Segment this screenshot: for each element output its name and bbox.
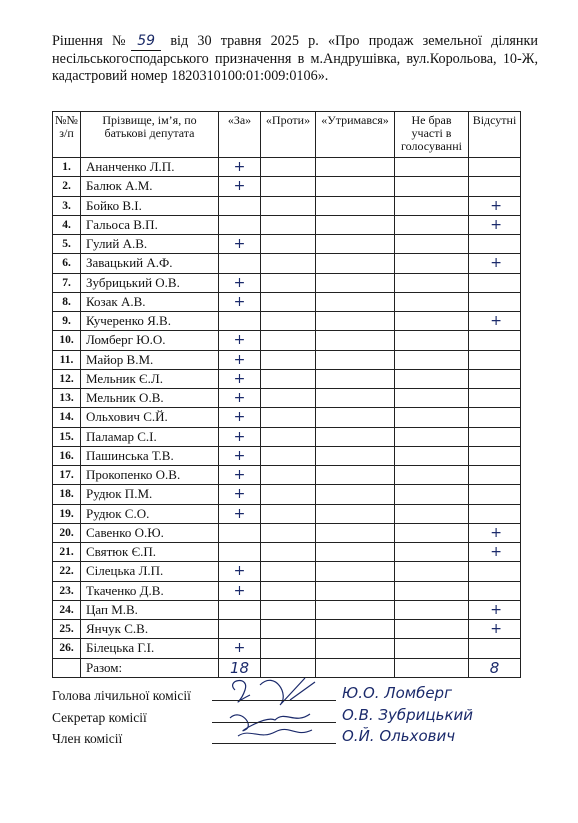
vote-against-cell	[261, 639, 316, 658]
vote-against-cell	[261, 312, 316, 331]
not-voted-cell	[395, 235, 469, 254]
chair-signature-line	[212, 700, 336, 701]
table-row	[53, 504, 521, 523]
vote-for-mark: +	[219, 235, 261, 254]
vote-abstain-cell	[316, 389, 395, 408]
vote-for-mark: +	[219, 273, 261, 292]
absent-mark	[469, 639, 521, 658]
not-voted-cell	[395, 177, 469, 196]
absent-mark	[469, 389, 521, 408]
vote-abstain-cell	[316, 466, 395, 485]
row-number: 4.	[53, 215, 81, 234]
decision-prefix: Рішення №	[52, 33, 132, 49]
deputy-name: Мельник О.В.	[81, 389, 219, 408]
vote-against-cell	[261, 620, 316, 639]
absent-mark	[469, 581, 521, 600]
absent-mark	[469, 562, 521, 581]
vote-abstain-cell	[316, 408, 395, 427]
col-num-header: №№ з/п	[53, 112, 81, 158]
deputy-name: Рудюк П.М.	[81, 485, 219, 504]
vote-against-cell	[261, 177, 316, 196]
vote-abstain-cell	[316, 504, 395, 523]
table-row	[53, 389, 521, 408]
vote-for-mark: +	[219, 177, 261, 196]
vote-against-cell	[261, 331, 316, 350]
row-number: 12.	[53, 369, 81, 388]
table-row	[53, 562, 521, 581]
deputy-name: Савенко О.Ю.	[81, 523, 219, 542]
absent-mark: +	[469, 543, 521, 562]
absent-mark	[469, 177, 521, 196]
absent-mark	[469, 331, 521, 350]
not-voted-cell	[395, 466, 469, 485]
col-not-voted-header: Не брав участі в голосуванні	[395, 112, 469, 158]
deputy-name: Паламар С.І.	[81, 427, 219, 446]
total-for: 18	[219, 658, 261, 677]
vote-for-mark: +	[219, 485, 261, 504]
vote-for-mark: +	[219, 581, 261, 600]
vote-abstain-cell	[316, 331, 395, 350]
absent-mark: +	[469, 215, 521, 234]
total-label: Разом:	[81, 658, 219, 677]
vote-for-mark: +	[219, 331, 261, 350]
not-voted-cell	[395, 408, 469, 427]
vote-for-mark	[219, 620, 261, 639]
not-voted-cell	[395, 620, 469, 639]
vote-abstain-cell	[316, 235, 395, 254]
table-row	[53, 312, 521, 331]
vote-for-mark	[219, 543, 261, 562]
vote-abstain-cell	[316, 600, 395, 619]
vote-abstain-cell	[316, 639, 395, 658]
deputy-name: Білецька Г.І.	[81, 639, 219, 658]
absent-mark	[469, 158, 521, 177]
signature-scribbles	[220, 670, 330, 740]
not-voted-cell	[395, 331, 469, 350]
absent-mark: +	[469, 523, 521, 542]
deputy-name: Балюк А.М.	[81, 177, 219, 196]
vote-for-mark	[219, 312, 261, 331]
vote-for-mark: +	[219, 292, 261, 311]
vote-against-cell	[261, 215, 316, 234]
vote-for-mark: +	[219, 350, 261, 369]
row-number: 14.	[53, 408, 81, 427]
col-absent-header: Відсутні	[469, 112, 521, 158]
table-row	[53, 466, 521, 485]
col-abstain-header: «Утримався»	[316, 112, 395, 158]
vote-abstain-cell	[316, 523, 395, 542]
absent-mark	[469, 369, 521, 388]
not-voted-cell	[395, 292, 469, 311]
row-number: 25.	[53, 620, 81, 639]
vote-abstain-cell	[316, 446, 395, 465]
deputy-name: Сілецька Л.П.	[81, 562, 219, 581]
vote-against-cell	[261, 196, 316, 215]
absent-mark	[469, 350, 521, 369]
vote-against-cell	[261, 292, 316, 311]
deputy-name: Ткаченко Д.В.	[81, 581, 219, 600]
table-row	[53, 254, 521, 273]
row-number: 1.	[53, 158, 81, 177]
vote-for-mark: +	[219, 466, 261, 485]
absent-mark	[469, 273, 521, 292]
vote-against-cell	[261, 600, 316, 619]
table-row	[53, 369, 521, 388]
table-row	[53, 446, 521, 465]
vote-for-mark: +	[219, 562, 261, 581]
secretary-name: О.В. Зубрицький	[342, 706, 474, 724]
deputy-name: Кучеренко Я.В.	[81, 312, 219, 331]
absent-mark: +	[469, 620, 521, 639]
table-row	[53, 331, 521, 350]
row-number: 7.	[53, 273, 81, 292]
vote-against-cell	[261, 427, 316, 446]
member-signature-line	[212, 743, 336, 744]
row-number: 26.	[53, 639, 81, 658]
row-number: 16.	[53, 446, 81, 465]
deputy-name: Ломберг Ю.О.	[81, 331, 219, 350]
vote-against-cell	[261, 235, 316, 254]
row-number: 17.	[53, 466, 81, 485]
vote-against-cell	[261, 369, 316, 388]
chair-role: Голова лічильної комісії	[52, 688, 191, 703]
absent-mark	[469, 427, 521, 446]
table-row	[53, 523, 521, 542]
vote-abstain-cell	[316, 254, 395, 273]
not-voted-cell	[395, 389, 469, 408]
not-voted-cell	[395, 543, 469, 562]
table-row	[53, 273, 521, 292]
vote-abstain-cell	[316, 196, 395, 215]
vote-against-cell	[261, 389, 316, 408]
col-against-header: «Проти»	[261, 112, 316, 158]
row-number: 20.	[53, 523, 81, 542]
deputy-name: Зубрицький О.В.	[81, 273, 219, 292]
decision-title: від 30 травня 2025 р. «Про продаж земельної ділянки несільськогосподарського призначення в м.Андрушівка, вул.Корольова, 10-Ж, кадастровий номер 1820310100:01:009:0106».	[52, 33, 538, 84]
vote-for-mark: +	[219, 446, 261, 465]
deputy-name: Козак А.В.	[81, 292, 219, 311]
vote-abstain-cell	[316, 427, 395, 446]
table-row	[53, 215, 521, 234]
vote-abstain-cell	[316, 620, 395, 639]
not-voted-cell	[395, 581, 469, 600]
row-number: 5.	[53, 235, 81, 254]
decision-header	[52, 33, 538, 85]
vote-against-cell	[261, 158, 316, 177]
col-name-header: Прізвище, ім’я, по батькові депутата	[81, 112, 219, 158]
vote-against-cell	[261, 350, 316, 369]
deputy-name: Завацький А.Ф.	[81, 254, 219, 273]
not-voted-cell	[395, 254, 469, 273]
decision-number: 59	[131, 33, 161, 51]
vote-for-mark: +	[219, 369, 261, 388]
vote-against-cell	[261, 466, 316, 485]
deputy-name: Ананченко Л.П.	[81, 158, 219, 177]
absent-mark	[469, 504, 521, 523]
row-number: 18.	[53, 485, 81, 504]
row-number: 24.	[53, 600, 81, 619]
table-row	[53, 427, 521, 446]
table-row	[53, 235, 521, 254]
table-row	[53, 485, 521, 504]
not-voted-cell	[395, 196, 469, 215]
vote-for-mark: +	[219, 504, 261, 523]
row-number: 9.	[53, 312, 81, 331]
vote-for-mark	[219, 215, 261, 234]
not-voted-cell	[395, 312, 469, 331]
vote-for-mark	[219, 254, 261, 273]
deputy-name: Мельник Є.Л.	[81, 369, 219, 388]
vote-for-mark: +	[219, 389, 261, 408]
row-number: 23.	[53, 581, 81, 600]
not-voted-cell	[395, 158, 469, 177]
voting-table	[52, 111, 521, 678]
absent-mark: +	[469, 312, 521, 331]
not-voted-cell	[395, 562, 469, 581]
vote-for-mark: +	[219, 639, 261, 658]
vote-abstain-cell	[316, 562, 395, 581]
member-role: Член комісії	[52, 731, 123, 746]
table-row	[53, 158, 521, 177]
table-row	[53, 600, 521, 619]
absent-mark	[469, 235, 521, 254]
row-number: 11.	[53, 350, 81, 369]
secretary-signature-line	[212, 722, 336, 723]
vote-against-cell	[261, 254, 316, 273]
deputy-name: Святюк Є.П.	[81, 543, 219, 562]
absent-mark	[469, 446, 521, 465]
secretary-role: Секретар комісії	[52, 710, 147, 725]
vote-abstain-cell	[316, 177, 395, 196]
vote-abstain-cell	[316, 543, 395, 562]
row-number: 15.	[53, 427, 81, 446]
vote-against-cell	[261, 446, 316, 465]
vote-for-mark	[219, 523, 261, 542]
deputy-name: Янчук С.В.	[81, 620, 219, 639]
vote-for-mark: +	[219, 158, 261, 177]
row-number: 13.	[53, 389, 81, 408]
row-number: 3.	[53, 196, 81, 215]
member-name: О.Й. Ольхович	[342, 727, 456, 745]
absent-mark: +	[469, 254, 521, 273]
deputy-name: Майор В.М.	[81, 350, 219, 369]
deputy-name: Рудюк С.О.	[81, 504, 219, 523]
chair-name: Ю.О. Ломберг	[342, 684, 452, 702]
table-row	[53, 292, 521, 311]
vote-for-mark	[219, 600, 261, 619]
deputy-name: Гальоса В.П.	[81, 215, 219, 234]
not-voted-cell	[395, 350, 469, 369]
table-row	[53, 408, 521, 427]
vote-abstain-cell	[316, 158, 395, 177]
absent-mark: +	[469, 600, 521, 619]
table-row	[53, 639, 521, 658]
not-voted-cell	[395, 504, 469, 523]
not-voted-cell	[395, 485, 469, 504]
row-number: 2.	[53, 177, 81, 196]
not-voted-cell	[395, 600, 469, 619]
not-voted-cell	[395, 523, 469, 542]
vote-abstain-cell	[316, 369, 395, 388]
vote-abstain-cell	[316, 292, 395, 311]
vote-for-mark: +	[219, 408, 261, 427]
vote-against-cell	[261, 543, 316, 562]
total-absent: 8	[469, 658, 521, 677]
deputy-name: Ольхович С.Й.	[81, 408, 219, 427]
deputy-name: Пашинська Т.В.	[81, 446, 219, 465]
vote-against-cell	[261, 562, 316, 581]
vote-abstain-cell	[316, 581, 395, 600]
table-row	[53, 581, 521, 600]
col-for-header: «За»	[219, 112, 261, 158]
table-row	[53, 620, 521, 639]
deputy-name: Бойко В.І.	[81, 196, 219, 215]
vote-abstain-cell	[316, 312, 395, 331]
vote-for-mark: +	[219, 427, 261, 446]
deputy-name: Гулий А.В.	[81, 235, 219, 254]
vote-abstain-cell	[316, 215, 395, 234]
deputy-name: Цап М.В.	[81, 600, 219, 619]
not-voted-cell	[395, 273, 469, 292]
table-header-row	[53, 112, 521, 158]
vote-abstain-cell	[316, 485, 395, 504]
table-row	[53, 196, 521, 215]
row-number: 21.	[53, 543, 81, 562]
deputy-name: Прокопенко О.В.	[81, 466, 219, 485]
absent-mark	[469, 485, 521, 504]
vote-against-cell	[261, 504, 316, 523]
vote-abstain-cell	[316, 350, 395, 369]
vote-against-cell	[261, 485, 316, 504]
not-voted-cell	[395, 215, 469, 234]
not-voted-cell	[395, 639, 469, 658]
not-voted-cell	[395, 427, 469, 446]
row-number: 19.	[53, 504, 81, 523]
absent-mark	[469, 292, 521, 311]
row-number: 8.	[53, 292, 81, 311]
vote-against-cell	[261, 273, 316, 292]
not-voted-cell	[395, 446, 469, 465]
row-number: 6.	[53, 254, 81, 273]
absent-mark: +	[469, 196, 521, 215]
vote-against-cell	[261, 581, 316, 600]
vote-against-cell	[261, 408, 316, 427]
absent-mark	[469, 466, 521, 485]
table-row	[53, 543, 521, 562]
vote-for-mark	[219, 196, 261, 215]
row-number: 22.	[53, 562, 81, 581]
not-voted-cell	[395, 369, 469, 388]
row-number: 10.	[53, 331, 81, 350]
table-row	[53, 350, 521, 369]
table-row	[53, 177, 521, 196]
absent-mark	[469, 408, 521, 427]
vote-abstain-cell	[316, 273, 395, 292]
vote-against-cell	[261, 523, 316, 542]
